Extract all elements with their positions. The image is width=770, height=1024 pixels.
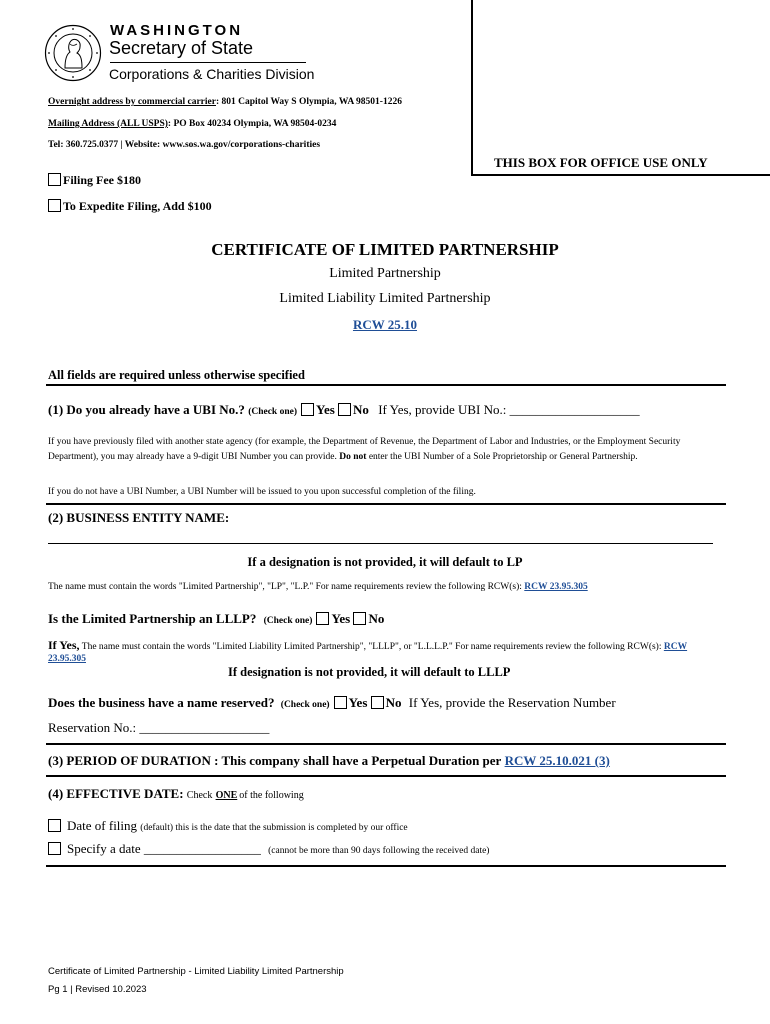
period-of-duration: [48, 753, 610, 769]
ubi-paragraph-1: [48, 435, 713, 465]
specify-date-label: Specify a date: [67, 841, 141, 856]
duration-text: (3) PERIOD OF DURATION : This company shall have a Perpetual Duration per: [48, 753, 502, 768]
rcw-23-95-305-link[interactable]: RCW 23.95.305: [524, 582, 588, 592]
one-text: ONE: [215, 790, 238, 801]
reserved-yes-label: Yes: [348, 695, 368, 710]
rcw-23-95-305-lllp-link[interactable]: RCW 23.95.305: [48, 642, 688, 664]
date-of-filing-note: (default) this is the date that the submission is completed by our office: [140, 823, 408, 833]
mailing-label: Mailing Address (ALL USPS): [48, 119, 168, 129]
reserved-provide: If Yes, provide the Reservation Number: [408, 695, 616, 710]
subtitle-lllp: Limited Liability Limited Partnership: [279, 291, 491, 306]
ubi-yes-checkbox[interactable]: [301, 403, 314, 416]
default-lllp-note: If designation is not provided, it will default to LLLP: [228, 665, 511, 679]
lllp-question-label: Is the Limited Partnership an LLLP?: [48, 611, 257, 626]
divider: [46, 865, 726, 867]
lllp-no-label: No: [368, 611, 385, 626]
ubi-no-label: No: [353, 402, 369, 417]
ubi-paragraph-2: If you do not have a UBI Number, a UBI Number will be issued to you upon successful completion of the filing.: [48, 487, 476, 497]
business-name-heading: (2) BUSINESS ENTITY NAME:: [48, 510, 230, 525]
default-lp-note: If a designation is not provided, it will default to LP: [247, 555, 523, 569]
ubi-check-one: (Check one): [248, 407, 298, 417]
specify-date-note: (cannot be more than 90 days following the received date): [268, 846, 490, 856]
divider: [46, 743, 726, 745]
rcw-25-10-021-link[interactable]: RCW 25.10.021 (3): [504, 753, 610, 768]
name-reserved-label: Does the business have a name reserved?: [48, 695, 275, 710]
ubi-number-field[interactable]: If Yes, provide UBI No.: ____________________: [378, 402, 640, 417]
office-use-label: THIS BOX FOR OFFICE USE ONLY: [494, 155, 708, 170]
divider: [46, 503, 726, 505]
form-title: CERTIFICATE OF LIMITED PARTNERSHIP: [211, 240, 559, 259]
ubi-para1-text: If you have previously filed with another state agency (for example, the Department of Revenue, the Department of Labor and Industries, or the Employment Security Department), you may already have a 9-digit UBI Number you can provide.: [48, 437, 681, 462]
mailing-address: [48, 119, 336, 129]
ubi-question-label: (1) Do you already have a UBI No.?: [48, 402, 245, 417]
mailing-value: : PO Box 40234 Olympia, WA 98504-0234: [167, 119, 337, 129]
lp-name-rule-text: The name must contain the words "Limited Partnership", "LP", "L.P." For name requirements review the following RCW(s):: [48, 582, 522, 592]
date-of-filing-checkbox[interactable]: [48, 819, 61, 832]
office-use-box: [471, 0, 770, 176]
lllp-rule-text: The name must contain the words "Limited Liability Limited Partnership", "LLLP", or "L.L.L.P." For name requirements review the following RCW(s):: [81, 642, 662, 652]
contact-info: Tel: 360.725.0377 | Website: www.sos.wa.gov/corporations-charities: [48, 140, 321, 150]
state-name: WASHINGTON: [110, 22, 244, 39]
required-note: All fields are required unless otherwise specified: [48, 368, 305, 382]
divider: [46, 775, 726, 777]
lllp-yes-checkbox[interactable]: [316, 612, 329, 625]
effective-date-heading: [48, 786, 304, 802]
lllp-check-one: (Check one): [263, 616, 313, 626]
office-name: Secretary of State: [109, 38, 254, 58]
check-text: Check: [186, 790, 213, 801]
expedite-checkbox[interactable]: [48, 199, 61, 212]
name-reserved-question: [48, 695, 616, 711]
date-of-filing-label: Date of filing: [67, 818, 138, 833]
reservation-number-field[interactable]: Reservation No.: ____________________: [48, 720, 270, 735]
division-name: Corporations & Charities Division: [109, 66, 315, 82]
following-text: of the following: [239, 790, 304, 801]
overnight-label: Overnight address by commercial carrier: [48, 97, 216, 107]
ubi-no-checkbox[interactable]: [338, 403, 351, 416]
filing-fee-label: Filing Fee $180: [63, 173, 141, 187]
reserved-no-checkbox[interactable]: [371, 696, 384, 709]
reserved-yes-checkbox[interactable]: [334, 696, 347, 709]
state-seal: [44, 24, 102, 82]
footer-title: Certificate of Limited Partnership - Limited Liability Limited Partnership: [48, 966, 344, 977]
footer-page: Pg 1 | Revised 10.2023: [48, 984, 147, 995]
filing-fee-checkbox[interactable]: [48, 173, 61, 186]
lllp-question: [48, 611, 384, 627]
divider: [46, 384, 726, 386]
lllp-name-rule: [48, 639, 713, 665]
filing-fee: [48, 173, 141, 188]
lllp-ifyes: If Yes,: [48, 638, 80, 652]
ubi-para1-bold: Do not: [339, 452, 367, 462]
overnight-address: [48, 97, 402, 107]
lllp-yes-label: Yes: [331, 611, 351, 626]
reserved-no-label: No: [385, 695, 402, 710]
specify-date-checkbox[interactable]: [48, 842, 61, 855]
expedite-fee: [48, 199, 212, 214]
specify-date-option: [48, 841, 489, 857]
effective-date-label: (4) EFFECTIVE DATE:: [48, 786, 184, 801]
date-of-filing-option: [48, 818, 408, 834]
ubi-para1-end: enter the UBI Number of a Sole Proprietorship or General Partnership.: [368, 452, 638, 462]
rcw-25-10-link[interactable]: RCW 25.10: [352, 317, 418, 332]
lp-name-rule: [48, 582, 588, 592]
overnight-value: : 801 Capitol Way S Olympia, WA 98501-1226: [215, 97, 402, 107]
expedite-label: To Expedite Filing, Add $100: [63, 199, 212, 213]
lllp-no-checkbox[interactable]: [353, 612, 366, 625]
specify-date-field[interactable]: __________________: [143, 841, 261, 856]
header-divider: [110, 62, 306, 63]
ubi-question: [48, 402, 640, 418]
business-name-field[interactable]: [48, 543, 713, 544]
rcw-link-wrap: [0, 316, 770, 334]
reserved-check-one: (Check one): [280, 700, 330, 710]
ubi-yes-label: Yes: [316, 402, 335, 417]
subtitle-lp: Limited Partnership: [329, 266, 441, 281]
